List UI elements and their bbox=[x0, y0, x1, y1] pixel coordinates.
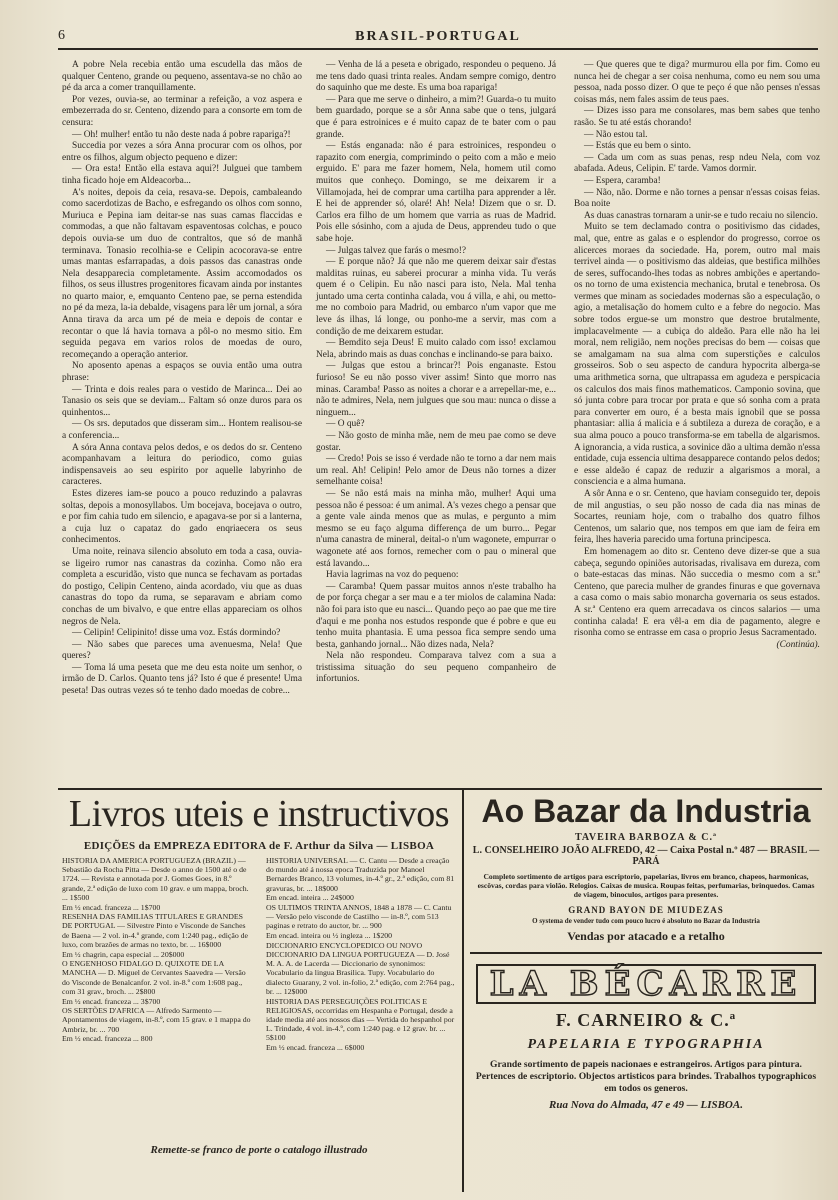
article-paragraph: — Toma lá uma peseta que me deu esta noite um senhor, o irmão de D. Carlos. Quanto tens já? Isto é que é presente! Uma peseta! Das outras vezes só te tenho dado moedas de cobre... bbox=[62, 662, 302, 697]
bazar-sales-line: Vendas por atacado e a retalho bbox=[567, 929, 725, 943]
article-paragraph: Uma noite, reinava silencio absoluto em toda a casa, ouvia-se ligeiro rumor nas canastras da cozinha. Como não era completa a escuridão, visto que nunca se fechavam as portadas do postigo, Celipin Centeno, ainda acordado, viu que as duas canastras do topo da ruma, se separavam e abriam como conchas de um bivalvo, e que entre ellas appareciam os olhos negros de Nela. bbox=[62, 546, 302, 627]
article-paragraph: — Caramba! Quem passar muitos annos n'este trabalho ha de por força chegar a ser mau e a ter miolos de calamina Nada: não foi para isto que eu nasci... Quando peço ao pae que me tire d'aqui e me ponha nos estudos responde que é pobre e que eu tenho muita phantasia. E uma pessoa fica sempre sendo uma besta, ganhando jornal... Não dizes nada, Nela? bbox=[316, 581, 556, 650]
books-advert-subtitle: EDIÇÕES da EMPREZA EDITORA de F. Arthur da Silva — LISBOA bbox=[83, 840, 435, 852]
becarre-description: Grande sortimento de papeis nacionaes e estrangeiros. Artigos para pintura. Pertences de escriptorio. Objectos artisticos para brindes. Trabalhos typographicos em todos os generos. bbox=[475, 1059, 817, 1094]
article-paragraph: As duas canastras tornaram a unir-se e tudo recaiu no silencio. bbox=[584, 210, 818, 221]
book-entry: HISTORIA UNIVERSAL — C. Cantu — Desde a creação do mundo até á nossa epoca Traduzida por Manoel Bernardes Branco, 13 volumes, in-4.º gr., 2.ª edição, com 81 gravuras, br. ... 18$000 bbox=[266, 856, 455, 893]
article-paragraph: Em homenagem ao dito sr. Centeno deve dizer-se que a sua cabeça, segundo opiniões autorisadas, rivalisava em dureza, com o bate-estacas das minas. Não succedia o mesmo com a sr.ª Centeno, que parecia mulher de grandes finuras e que governava a casa como o mais sabio monarcha governaria os seus estados. A sr.ª Centeno era quem arrecadava os cincos salarios — uma continha calada! E era vêl-a em dia de pagamento, alegre e risonha como se entrasse em casa o proprio Jesus Sacramentado. bbox=[574, 546, 820, 639]
book-entry: HISTORIA DAS PERSEGUIÇÕES POLITICAS E RELIGIOSAS, occorridas em Hespanha e Portugal, desde a idade media até aos nossos dias — Vertida do hespanhol por L. Trindade, 4 vol. in-4.º, com 1:240 pag. e 12 grav. br. ... 5$100 bbox=[266, 996, 455, 1043]
article-paragraph: — Credo! Pois se isso é verdade não te torno a dar nem mais um real. Ah! Celipin! Pelo amor de Deus não tornes a dizer semelhante coisa! bbox=[316, 454, 556, 488]
article-paragraph: Por vezes, ouvia-se, ao terminar a refeição, a voz aspera e embezerrada do sr. Centeno, dizendo para a consorte em tom de censura: bbox=[62, 94, 302, 128]
article-paragraph: — Não gosto de minha mãe, nem de meu pae como se deve gostar. bbox=[316, 431, 556, 453]
article-paragraph: — O quê? bbox=[326, 419, 365, 430]
article-paragraph: Havia lagrimas na voz do pequeno: bbox=[326, 570, 459, 581]
article-paragraph: — Oh! mulher! então tu não deste nada á pobre rapariga?! bbox=[72, 129, 291, 140]
article-paragraph: — Estás que eu bem o sinto. bbox=[584, 141, 692, 152]
book-entry: OS ULTIMOS TRINTA ANNOS, 1848 a 1878 — C. Cantu — Versão pelo visconde de Castilho — in-8.º, com 513 paginas e retrato do auctor, br. ... 900 bbox=[266, 903, 452, 931]
article-paragraph: A sóra Anna contava pelos dedos, e os dedos do sr. Centeno acompanhavam a leitura do periodico, como guias indispensaveis ao seu espirito por aquelle labyrinho de caracteres. bbox=[62, 442, 302, 488]
bazar-stock: Completo sortimento de artigos para escriptorio, papelarias, livros em branco, chapeos, harmonicas, escôvas, cordas para violão. Relogios. Caixas de musica. Roupas feitas, perfumarias, brinquedos. Camas de viagem, binoculos, artigos para presentes. bbox=[477, 872, 815, 899]
books-list-column-a bbox=[62, 856, 252, 1044]
book-entry: RESENHA DAS FAMILIAS TITULARES E GRANDES DE PORTUGAL — Silvestre Pinto e Visconde de Sanches de Baena — 2 vol. in-4.º grande, com 1:240 pag., edição de luxo, com brazões de armas no texto, br. ... 16$000 bbox=[62, 912, 249, 949]
article-paragraph: — Os srs. deputados que disseram sim... Hontem realisou-se a conferencia... bbox=[62, 419, 302, 441]
books-advert-title: Livros uteis e instructivos bbox=[68, 793, 450, 835]
book-entry: Em encad. inteira ... 24$000 bbox=[266, 893, 354, 903]
article-paragraph: — Que queres que te diga? murmurou ella por fim. Como eu nunca hei de chegar a ser coisa nenhuma, como eu nem sou uma pessoa, nada posso dizer. O que te peço é que não penses n'essas coisas más, nem fales assim de teus paes. bbox=[574, 60, 820, 105]
book-entry: Em ½ encad. franceza ... 6$000 bbox=[266, 1043, 365, 1053]
books-list bbox=[62, 856, 456, 1142]
becarre-address: Rua Nova do Almada, 47 e 49 — LISBOA. bbox=[549, 1099, 743, 1111]
bazar-advert bbox=[470, 792, 822, 1111]
article-paragraph: — Dizes isso para me consolares, mas bem sabes que tenho rasão. Se tu até estás chorando! bbox=[574, 106, 820, 128]
article-paragraph: A's noites, depois da ceia, resava-se. Depois, cambaleando como sacerdotizas de Bacho, e esfregando os olhos com sonno, Muriuca e Pepina iam deitar-se nas suas camas flaccidas e commodas, a que não faltavam espaventosas colchas, e pouco depois ouvia-se um duo de contraltos, que só de manhã terminava. Tonasio recolhia-se e Celipin acocorava-se entre umas mantas esfarrapadas, a dois passos das canastras onde Nela desapparecia completamente. Assim accomodados os filhos, os seus illustres progenitores ficavam ainda por instantes no quarto maior, e, emquanto Centeno pae, se perna estendida no pé da meza, la-ia debalde, visagens para lêr um jornal, a sóra Anna tirava da arca um pé de meia e depois de contar e recontar o que lá havia tornava a pôl-o no mesmo sitio. Em seguida pegava em varios rolos de moedas de ouro, recomeçando a operação anterior. bbox=[62, 187, 302, 360]
article-paragraph: Nela não respondeu. Comparava talvez com a sua a tristissima situação do seu pequeno companheiro de infortunios. bbox=[316, 651, 556, 685]
article-paragraph: — Estás enganada: não é para estroinices, respondeu o rapazito com energia, comprimindo o peito com a mão e meio erguido. E' para me fazer homem, Nela, homem util como muitos que conheço. Domingo, se me deixarem ir a Villamojada, hei de comprar uma cartilha para apprender a lêr. E hei de apprender só, olaré! Ah! Nela! Dizem que o sr. D. Carlos era filho de um homem que varria as ruas de Madrid. Pois elle sósinho, com a ajuda de Deus, apprendeu tudo o que sabe hoje. bbox=[316, 141, 556, 244]
page-header bbox=[58, 26, 818, 50]
bazar-address: L. CONSELHEIRO JOÃO ALFREDO, 42 — Caixa Postal n.º 487 — BRASIL — PARÁ bbox=[472, 845, 820, 867]
book-entry: Em encad. inteira ou ½ ingleza ... 1$200 bbox=[266, 931, 393, 941]
article-paragraph: — Não sabes que pareces uma avenuesma, Nela! Que queres? bbox=[62, 639, 302, 662]
ad-divider bbox=[462, 790, 464, 1192]
books-advert bbox=[62, 792, 456, 1156]
article-paragraph: A sôr Anna e o sr. Centeno, que haviam conseguido ter, depois de mil angustias, o seu pão nosso de cada dia nas minas de Socartes, reuniam hoje, com o trabalho dos quatro filhos Centenos, um salario que, nos tempos em que iam de feira em feira, lhes haveria parecido uma fortuna principesca. bbox=[574, 488, 820, 546]
article-paragraph: — Ora esta! Então ella estava aqui?! Julguei que tambem tinha ficado hoje em Aldeacorba... bbox=[62, 164, 302, 186]
book-entry: Em ½ encad. franceza ... 800 bbox=[62, 1034, 153, 1044]
becarre-logo: LA BÉCARRE bbox=[489, 964, 803, 1004]
article-paragraph: A pobre Nela recebia então uma escudella das mãos de qualquer Centeno, grande ou pequeno, assentava-se no chão ao pé da arca a comer tranquillamente. bbox=[62, 60, 302, 94]
article-paragraph: — Trinta e dois reales para o vestido de Marinca... Dei ao Tanasio os seis que se deviam... Faltam só onze duros para os quinhentos... bbox=[62, 384, 302, 418]
article-paragraph: — Não estou tal. bbox=[584, 129, 648, 140]
becarre-papelaria: PAPELARIA E TYPOGRAPHIA bbox=[527, 1037, 765, 1052]
article-column-1 bbox=[62, 60, 302, 698]
becarre-owner: F. CARNEIRO & C.ª bbox=[555, 1010, 737, 1030]
article-paragraph: — Julgas que estou a brincar?! Pois enganaste. Estou furioso! Se eu não posso viver assim! Sinto que morro nas minas. Caramba! Passo as noites a chorar e a arrepellar-me, e... não te admires, Nela, nem julgues que sou mau: nunca o disse a ninguem... bbox=[316, 361, 556, 418]
article-paragraph: No aposento apenas a espaços se ouvia então uma outra phrase: bbox=[62, 361, 302, 384]
books-advert-footer: Remette-se franco de porte o catalogo illustrado bbox=[150, 1144, 368, 1156]
article-paragraph: — Espera, caramba! bbox=[584, 175, 661, 186]
article-paragraph: Muito se tem declamado contra o positivismo das cidades, mal, que, entre as galas e o esplendor do progresso, corroe os alicerces moraes da sociedade. Ha, porem, outro mal mais terrivel ainda — o positivismo das aldeias, que bestifica milhões de seres, suffocando-lhes todas as nobres ambições e apertando-os no torno de uma existencia mechanica, brutal e tenebrosa. Os vermes que minam as sociedades modernas são a especulação, o agio, a metalisação do homem culto e a febre do negocio. Mas sobre todos ergue-se um monstro que destroe brutalmente, implacavelmente — a cubiça do aldeão. Para elle não ha lei moral, nem religião, nem noções precisas do bem — coisas que se amalgamam na sua alma com superstições e calculos grosseiros. Sob o seu aspecto de candura hypocrita alberga-se uma arithmetica sorna, que ultrapassa em agudeza e perspicacia os calculos dos mais finos mathematicos. Camponio sovina, que só junta cobre para trocar por prata e que só sonha com a prata para converter em ouro, é a besta mais ignobil que se possa phantasiar: allia á malicia e á subtileza a dureza de coração, e a sua alma pouco a pouco transforma-se em tabella de algarismos. A ignorancia, a vida rustica, a sovinice dão a ultima demão n'essa entidade, cuja essencia ultima desapparece contando pelos dedos; e esse aldeão é capaz de reduzir a algarismos a moral, a consciencia e a alma humana. bbox=[574, 222, 820, 488]
article-paragraph: — Celipin! Celipinito! disse uma voz. Estás dormindo? bbox=[72, 628, 281, 639]
article-paragraph: Succedia por vezes a sóra Anna procurar com os olhos, por entre os filhos, algum objecto pequeno e dizer: bbox=[62, 141, 302, 163]
bazar-title: Ao Bazar da Industria bbox=[481, 793, 811, 829]
masthead: BRASIL-PORTUGAL bbox=[355, 29, 521, 44]
article-paragraph: — Bemdito seja Deus! E muito calado com isso! exclamou Nela, abrindo mais as duas conchas e inclinando-se para baixo. bbox=[316, 338, 556, 360]
article-paragraph: — Se não está mais na minha mão, mulher! Aqui uma pessoa não é pessoa: é um animal. A's vezes chego a pensar que a gente vale ainda menos que as mulas, e pergunto a mim mesmo se eu faço alguma differença de um burro... Pegar n'uma canastra de mineral, deital-o n'um wagonete, empurrar o wagonete até aos fornos, remecher com o pau o mineral que está lavando... bbox=[316, 488, 556, 569]
book-entry: DICCIONARIO ENCYCLOPEDICO OU NOVO DICCIONARIO DA LINGUA PORTUGUEZA — D. José M. A. A. de Lacerda — Diccionario de synonimos: Vocabulario da lingua Brasilica. Tupy. Vocabulario do dialecto Guarany, 2 vol. in-folio, 2.ª edição, com 2:764 pag., br. ... 12$000 bbox=[266, 940, 455, 996]
becarre-logo-box bbox=[476, 964, 816, 1004]
article-paragraph: — Cada um com as suas penas, resp ndeu Nela, com voz abafada. Adeus, Celipin. E' tarde. Vamos dormir. bbox=[574, 152, 820, 175]
advert-divider bbox=[470, 952, 822, 954]
bazar-grand-line: GRAND BAYON DE MIUDEZAS bbox=[568, 905, 724, 915]
bazar-owner: TAVEIRA BARBOZA & C.ª bbox=[575, 832, 717, 843]
article-paragraph: — Para que me serve o dinheiro, a mim?! Guarda-o tu muito bem guardado, porque se a sôr Anna sabe que o tens, julgará que é para estroinices e é muito capaz de te bater com o pau grande. bbox=[316, 94, 556, 140]
book-entry: OS SERTÕES D'AFRICA — Alfredo Sarmento — Apontamentos de viagem, in-8.º, com 15 grav. e 1 mappa do Ambriz, br. ... 700 bbox=[62, 1006, 251, 1034]
books-list-column-b bbox=[266, 856, 456, 1053]
article-paragraph: — Venha de lá a peseta e obrigado, respondeu o pequeno. Já me tens dado quasi trinta reales. Andam sempre comigo, dentro do saquinho que me deste. Es uma boa rapariga! bbox=[316, 60, 556, 94]
bazar-system-line: O systema de vender tudo com pouco lucro é absoluto no Bazar da Industria bbox=[532, 917, 760, 925]
article-column-2 bbox=[316, 60, 556, 686]
book-entry: Em ½ encad. franceza ... 3$700 bbox=[62, 996, 161, 1006]
page-number: 6 bbox=[58, 28, 65, 43]
book-entry: O ENGENHOSO FIDALGO D. QUIXOTE DE LA MANCHA — D. Miguel de Cervantes Saavedra — Versão do Visconde de Benalcanfor. 2 vol. in-8.º com 1:608 pag., com 31 grav., broch. ... 2$800 bbox=[62, 959, 246, 996]
article-column-3 bbox=[574, 60, 820, 651]
article-paragraph: — Julgas talvez que farás o mesmo!? bbox=[326, 245, 467, 256]
book-entry: Em ½ encad. franceza ... 1$700 bbox=[62, 902, 161, 912]
article-paragraph: — E porque não? Já que não me querem deixar sair d'estas malditas ruinas, eu saberei procurar a minha vida. Tu verás quem é o Celipin. Eu não nasci para isto, Nela. Mal tenha juntado uma certa continha calada, vou á villa, e ahi, ou metto-me no comboio para Madrid, ou embarco n'um vapor que me leve ás ilhas, lá longe, ou ponho-me a servir, mas com a condição de me deixarem estudar. bbox=[316, 257, 556, 337]
book-entry: HISTORIA DA AMERICA PORTUGUEZA (BRAZIL) — Sebastião da Rocha Pitta — Desde o anno de 1500 até o de 1724. — Revista e annotada por J. Gomes Goes, in 8.º grande, 2.ª edição de luxo com 10 grav. e um mappa, broch. ... 1$500 bbox=[62, 856, 249, 902]
continua-note: (Continúa). bbox=[776, 639, 820, 650]
article-paragraph: — Não, não. Dorme e não tornes a pensar n'essas coisas feias. Boa noite bbox=[574, 187, 820, 210]
article-paragraph: Estes dizeres iam-se pouco a pouco reduzindo a palavras soltas, depois a monosyllabos. Um bocejava, bocejava o outro, e por fim cahia tudo em silencio, e apagava-se por si a lanterna, a cuja luz o capataz do gado enqriaecera os seus conhecimentos. bbox=[62, 488, 302, 546]
section-divider bbox=[58, 788, 822, 790]
book-entry: Em ½ chagrin, capa especial ... 20$000 bbox=[62, 949, 185, 959]
